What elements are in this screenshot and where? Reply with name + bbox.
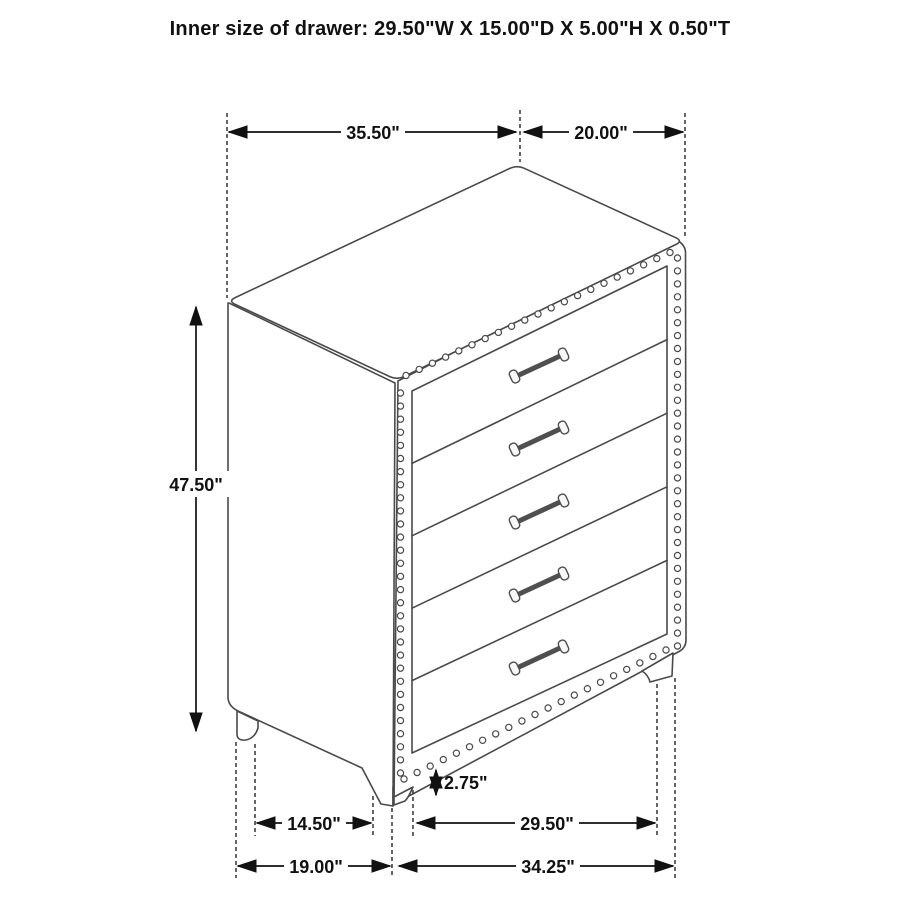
nailhead <box>674 630 680 636</box>
dimension-bottom-right-inner <box>417 811 655 835</box>
nailhead <box>397 442 403 448</box>
dimension-label-bottom-left-inner: 14.50" <box>287 814 341 834</box>
nailhead <box>535 311 541 317</box>
dimension-label-bottom-right-outer: 34.25" <box>521 857 575 877</box>
nailhead <box>397 600 403 606</box>
nailhead <box>674 475 680 481</box>
nailhead <box>509 323 515 329</box>
nailhead <box>637 660 643 666</box>
nailhead <box>397 704 403 710</box>
nailhead <box>397 416 403 422</box>
nailhead <box>482 336 488 342</box>
dimension-leg-height <box>436 770 488 795</box>
nailhead <box>519 718 525 724</box>
nailhead <box>397 718 403 724</box>
nailhead <box>674 358 680 364</box>
nailhead <box>561 299 567 305</box>
nailhead <box>548 305 554 311</box>
nailhead <box>611 673 617 679</box>
nailhead <box>601 280 607 286</box>
dimension-label-bottom-right-inner: 29.50" <box>520 814 574 834</box>
nailhead <box>674 552 680 558</box>
nailhead <box>397 626 403 632</box>
nailhead <box>397 508 403 514</box>
nailhead <box>453 750 459 756</box>
nailhead <box>674 539 680 545</box>
nailhead <box>597 679 603 685</box>
nailhead <box>627 268 633 274</box>
nailhead <box>641 262 647 268</box>
nailhead <box>674 604 680 610</box>
nailhead <box>397 495 403 501</box>
nailhead <box>674 397 680 403</box>
nailhead <box>654 256 660 262</box>
nailhead <box>397 770 403 776</box>
nailhead <box>674 294 680 300</box>
nailhead <box>403 372 409 378</box>
dimension-label-height: 47.50" <box>169 475 223 495</box>
nailhead <box>674 410 680 416</box>
nailhead <box>674 320 680 326</box>
nailhead <box>674 591 680 597</box>
nailhead <box>397 744 403 750</box>
nailhead <box>674 423 680 429</box>
nailhead <box>674 371 680 377</box>
nailhead <box>401 776 407 782</box>
dimension-top-depth <box>524 120 683 144</box>
chest-illustration <box>228 167 686 806</box>
nailhead <box>674 307 680 313</box>
nailhead <box>571 692 577 698</box>
nailhead <box>506 724 512 730</box>
nailhead <box>674 281 680 287</box>
nailhead <box>674 643 680 649</box>
dimension-top-width <box>229 120 516 144</box>
nailhead <box>480 737 486 743</box>
nailhead <box>456 348 462 354</box>
nailhead <box>397 691 403 697</box>
nailhead <box>674 462 680 468</box>
nailhead <box>663 647 669 653</box>
nailhead <box>397 652 403 658</box>
nailhead <box>674 514 680 520</box>
nailhead <box>674 384 680 390</box>
nailhead <box>469 342 475 348</box>
nailhead <box>674 345 680 351</box>
dimension-label-top-depth: 20.00" <box>574 123 628 143</box>
nailhead <box>397 521 403 527</box>
nailhead <box>443 354 449 360</box>
nailhead <box>674 565 680 571</box>
nailhead <box>397 429 403 435</box>
nailhead <box>466 744 472 750</box>
nailhead <box>397 469 403 475</box>
nailhead <box>674 436 680 442</box>
nailhead <box>558 699 564 705</box>
nailhead <box>429 360 435 366</box>
dimension-label-top-width: 35.50" <box>346 123 400 143</box>
nailhead <box>650 653 656 659</box>
nailhead <box>522 317 528 323</box>
nailhead <box>667 249 673 255</box>
nailhead <box>397 482 403 488</box>
nailhead <box>545 705 551 711</box>
nailhead <box>397 665 403 671</box>
diagram-title: Inner size of drawer: 29.50"W X 15.00"D X 5.00"H X 0.50"T <box>169 18 731 40</box>
dimension-bottom-left-outer <box>238 854 390 878</box>
nailhead <box>397 639 403 645</box>
nailhead <box>674 617 680 623</box>
nailhead <box>614 274 620 280</box>
nailhead <box>414 769 420 775</box>
dimension-label-leg-height: 2.75" <box>444 773 488 793</box>
nailhead <box>397 560 403 566</box>
nailhead <box>674 488 680 494</box>
nailhead <box>397 455 403 461</box>
nailhead <box>674 449 680 455</box>
dimension-bottom-right-outer <box>399 854 673 878</box>
nailhead <box>674 527 680 533</box>
nailhead <box>584 686 590 692</box>
dimension-height <box>161 307 231 731</box>
nailhead <box>397 731 403 737</box>
nailhead <box>416 366 422 372</box>
nailhead <box>674 255 680 261</box>
dimension-label-bottom-left-outer: 19.00" <box>289 857 343 877</box>
nailhead <box>397 390 403 396</box>
nailhead <box>674 578 680 584</box>
dimension-bottom-left-inner <box>257 811 371 835</box>
nailhead <box>397 403 403 409</box>
nailhead <box>397 534 403 540</box>
nailhead <box>397 547 403 553</box>
nailhead <box>493 731 499 737</box>
nailhead <box>495 329 501 335</box>
nailhead <box>624 666 630 672</box>
nailhead <box>397 757 403 763</box>
nailhead <box>532 711 538 717</box>
nailhead <box>397 573 403 579</box>
nailhead <box>440 757 446 763</box>
nailhead <box>588 286 594 292</box>
nailhead <box>427 763 433 769</box>
nailhead <box>575 293 581 299</box>
nailhead <box>397 613 403 619</box>
nailhead <box>397 678 403 684</box>
nailhead <box>674 501 680 507</box>
nailhead <box>674 268 680 274</box>
nailhead <box>397 587 403 593</box>
nailhead <box>674 333 680 339</box>
